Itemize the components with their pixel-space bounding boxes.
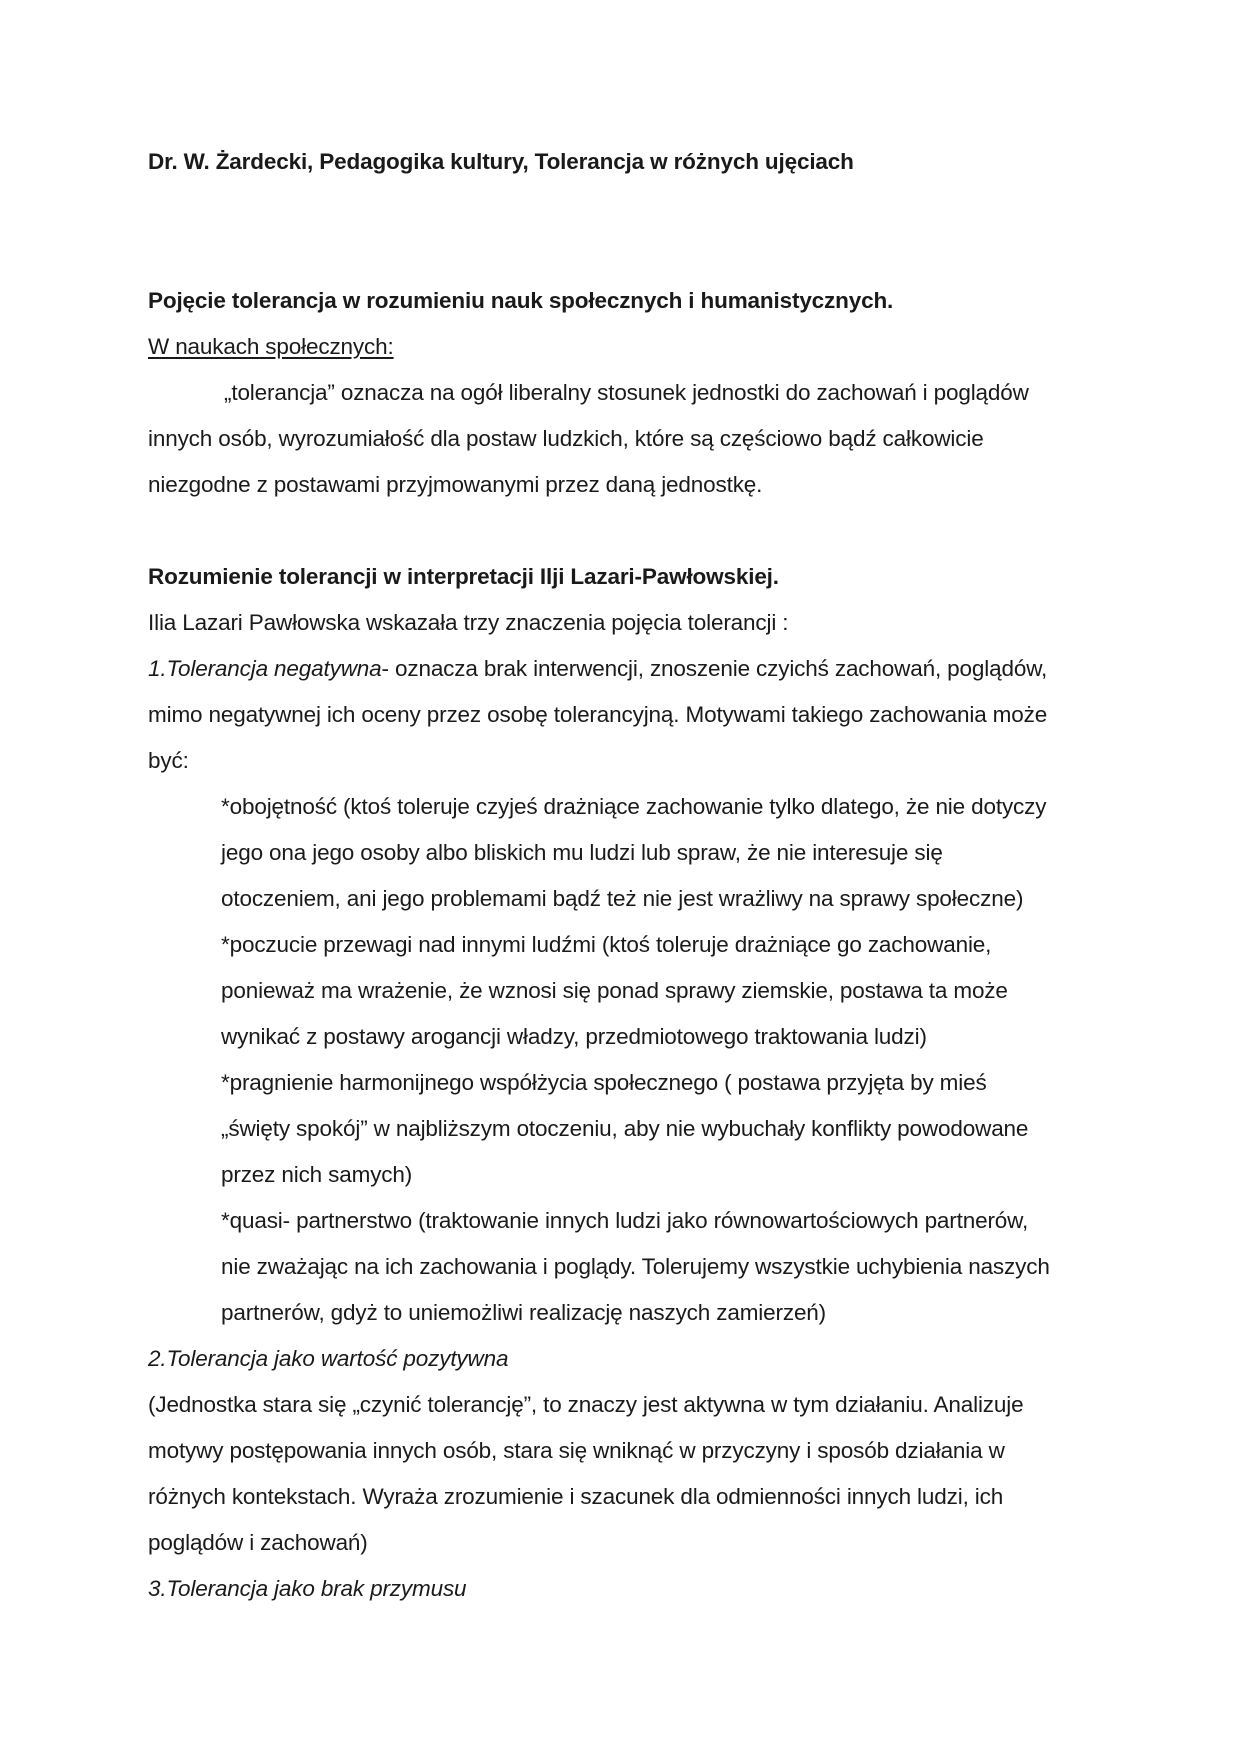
term-negative-tolerance: 1.Tolerancja negatywna	[148, 656, 382, 681]
motive-line: „święty spokój” w najbliższym otoczeniu, aby nie wybuchały konflikty powodowane	[221, 1116, 1029, 1141]
paragraph-line: niezgodne z postawami przyjmowanymi przez daną jednostkę.	[148, 472, 763, 497]
list-item-negative-tolerance	[148, 654, 1047, 684]
paragraph-line: poglądów i zachowań)	[148, 1530, 368, 1555]
paragraph-line: motywy postępowania innych osób, stara się wniknąć w przyczyny i sposób działania w	[148, 1438, 1005, 1463]
motive-line: *obojętność (ktoś toleruje czyjeś drażniące zachowanie tylko dlatego, że nie dotyczy	[221, 794, 1047, 819]
paragraph-line: innych osób, wyrozumiałość dla postaw ludzkich, które są częściowo bądź całkowicie	[148, 426, 984, 451]
motive-line: *poczucie przewagi nad innymi ludźmi (ktoś toleruje drażniące go zachowanie,	[221, 932, 992, 957]
motive-line: przez nich samych)	[221, 1162, 413, 1187]
document-title: Dr. W. Żardecki, Pedagogika kultury, Tolerancja w różnych ujęciach	[148, 149, 854, 174]
section-heading-social-humanities: Pojęcie tolerancja w rozumieniu nauk społecznych i humanistycznych.	[148, 288, 894, 313]
motive-line: nie zważając na ich zachowania i poglądy. Tolerujemy wszystkie uchybienia naszych	[221, 1254, 1050, 1279]
motive-line: ponieważ ma wrażenie, że wznosi się ponad sprawy ziemskie, postawa ta może	[221, 978, 1008, 1003]
motive-line: *quasi- partnerstwo (traktowanie innych ludzi jako równowartościowych partnerów,	[221, 1208, 1029, 1233]
section-heading-lazari: Rozumienie tolerancji w interpretacji Ilji Lazari-Pawłowskiej.	[148, 564, 779, 589]
list-item-no-coercion: 3.Tolerancja jako brak przymusu	[148, 1576, 467, 1601]
paragraph-line: różnych kontekstach. Wyraża zrozumienie i szacunek dla odmienności innych ludzi, ich	[148, 1484, 1004, 1509]
list-item-positive-tolerance: 2.Tolerancja jako wartość pozytywna	[148, 1346, 509, 1371]
motive-line: otoczeniem, ani jego problemami bądź też nie jest wrażliwy na sprawy społeczne)	[221, 886, 1024, 911]
subheading-social-sciences: W naukach społecznych:	[148, 334, 394, 359]
motive-line: jego ona jego osoby albo bliskich mu ludzi lub spraw, że nie interesuje się	[221, 840, 943, 865]
term-definition: - oznacza brak interwencji, znoszenie czyichś zachowań, poglądów,	[381, 656, 1048, 681]
paragraph-line: Ilia Lazari Pawłowska wskazała trzy znaczenia pojęcia tolerancji :	[148, 610, 789, 635]
paragraph-line: być:	[148, 748, 189, 773]
motive-line: *pragnienie harmonijnego współżycia społecznego ( postawa przyjęta by mieś	[221, 1070, 987, 1095]
motive-line: partnerów, gdyż to uniemożliwi realizację naszych zamierzeń)	[221, 1300, 827, 1325]
motive-line: wynikać z postawy arogancji władzy, przedmiotowego traktowania ludzi)	[221, 1024, 927, 1049]
paragraph-line: „tolerancja” oznacza na ogół liberalny stosunek jednostki do zachowań i poglądów	[224, 380, 1029, 405]
paragraph-line: mimo negatywnej ich oceny przez osobę tolerancyjną. Motywami takiego zachowania może	[148, 702, 1048, 727]
paragraph-line: (Jednostka stara się „czynić tolerancję”, to znaczy jest aktywna w tym działaniu. Analizuje	[148, 1392, 1024, 1417]
